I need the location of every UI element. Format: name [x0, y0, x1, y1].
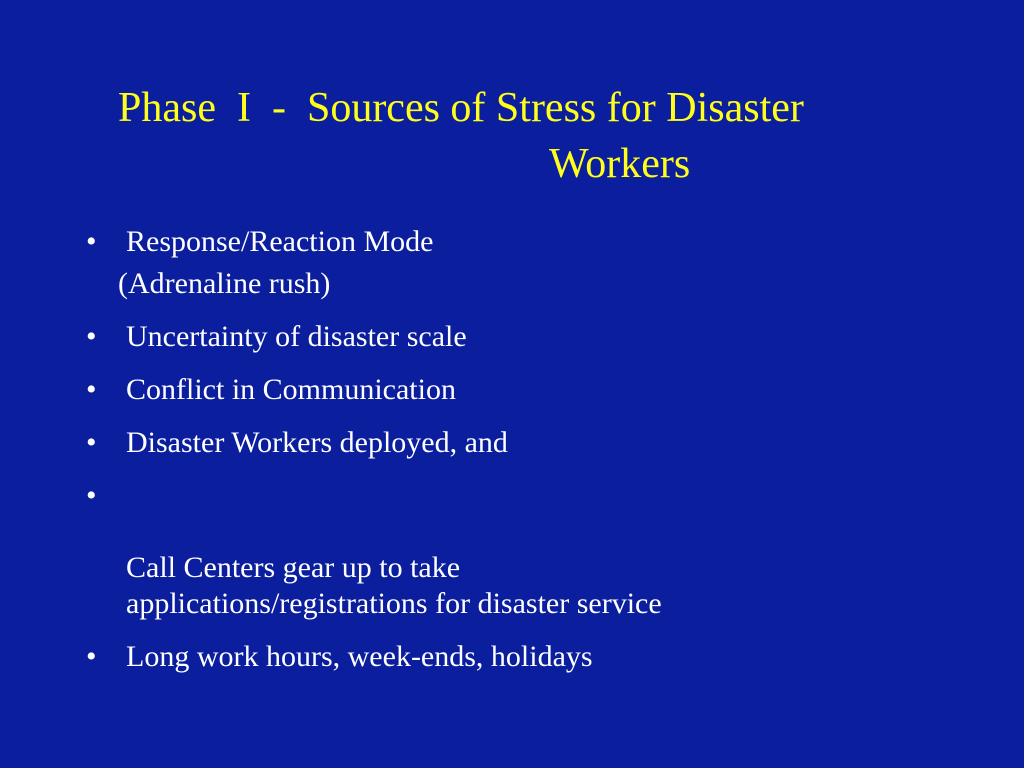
bullet-dot-icon: • [86, 373, 97, 406]
bullet-item [86, 372, 986, 408]
bullet-text: Response/Reaction Mode [126, 225, 434, 258]
bullet-dot-icon: • [86, 479, 97, 512]
bullet-dot-icon: • [86, 320, 97, 353]
bullet-dot-icon: • [86, 640, 97, 673]
bullet-item [86, 478, 986, 622]
bullet-text: Long work hours, week-ends, holidays [126, 640, 593, 673]
bullet-text: (Adrenaline rush) [118, 267, 331, 300]
bullet-item [86, 319, 986, 355]
bullet-item-continuation [86, 266, 986, 302]
bullet-item [86, 639, 986, 675]
bullet-text: Call Centers gear up to take applications/registrations for disaster service [126, 551, 662, 620]
bullet-list [86, 224, 986, 692]
slide-title-line-2: Workers [549, 141, 691, 187]
bullet-dot-icon: • [86, 225, 97, 258]
bullet-item [86, 224, 986, 260]
bullet-dot-icon: • [86, 426, 97, 459]
bullet-text: Uncertainty of disaster scale [126, 320, 467, 353]
bullet-text: Disaster Workers deployed, and [126, 426, 508, 459]
slide-title-line-1: Phase I - Sources of Stress for Disaster [118, 85, 804, 131]
bullet-text: Conflict in Communication [126, 373, 456, 406]
bullet-item [86, 425, 986, 461]
